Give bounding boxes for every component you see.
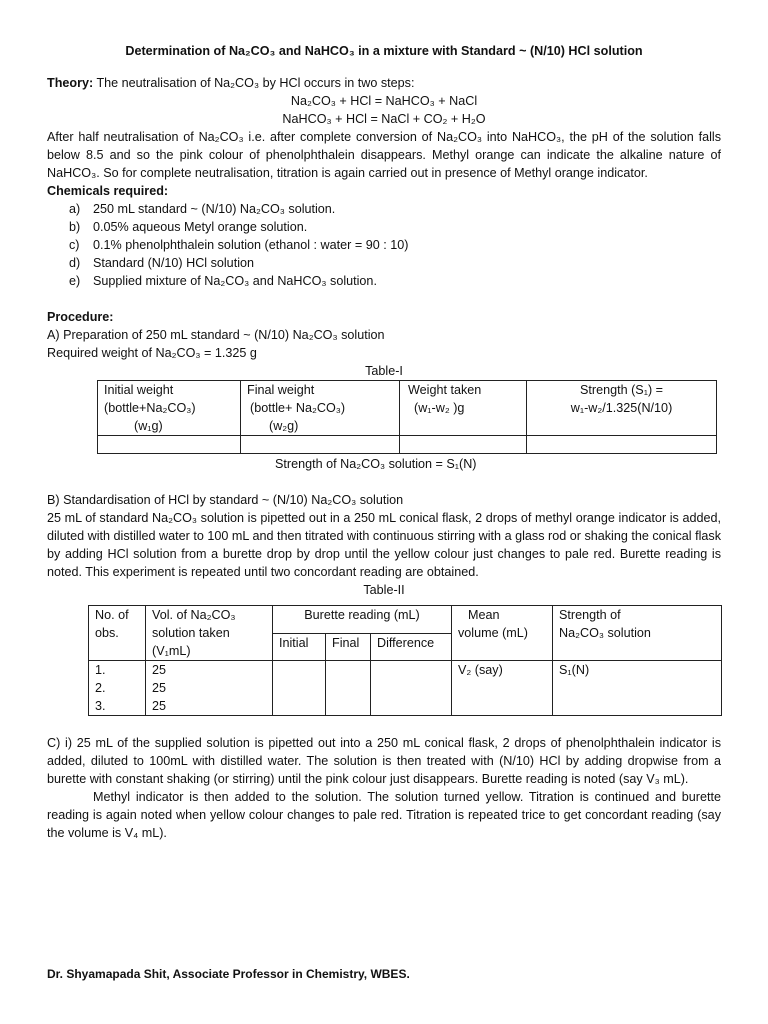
equation-1: Na₂CO₃ + HCl = NaHCO₃ + NaCl <box>290 94 478 108</box>
list-text: 250 mL standard ~ (N/10) Na₂CO₃ solution. <box>93 202 336 216</box>
list-text: Supplied mixture of Na₂CO₃ and NaHCO₃ solution. <box>93 274 377 288</box>
table-cell: Mean volume (mL) <box>452 606 553 661</box>
section-b-paragraph: 25 mL of standard Na₂CO₃ solution is pipetted out in a 250 mL conical flask, 2 drops of methyl orange indicator is added, diluted with distilled water to 100 mL and then titrated with continuous stirring with a glass rod or shaking the conical flask by adding HCl solution from a burette drop by drop until the yellow colour just changes to pale red. Burette reading is noted. This experiment is repeated until two concordant reading are obtained. <box>47 511 721 579</box>
list-marker: b) <box>69 220 81 234</box>
table-cell <box>98 436 241 454</box>
table-cell <box>371 661 452 716</box>
table-cell: 1. 2. 3. <box>89 661 146 716</box>
list-item <box>69 254 721 272</box>
table-row <box>98 381 717 436</box>
table-cell: Difference <box>371 633 452 661</box>
table-2 <box>88 605 722 716</box>
section-b-title: B) Standardisation of HCl by standard ~ (N/10) Na₂CO₃ solution <box>47 493 404 507</box>
strength-note: Strength of Na₂CO₃ solution = S₁(N) <box>275 457 477 471</box>
table-cell: Initial weight (bottle+Na₂CO₃) (w₁g) <box>98 381 241 436</box>
list-marker: d) <box>69 256 81 270</box>
list-item <box>69 200 721 218</box>
table-cell <box>527 436 717 454</box>
page-title: Determination of Na₂CO₃ and NaHCO₃ in a mixture with Standard ~ (N/10) HCl solution <box>125 44 643 58</box>
table-cell <box>273 661 326 716</box>
table-cell: Initial <box>273 633 326 661</box>
table-cell: Final <box>326 633 371 661</box>
table-cell: No. of obs. <box>89 606 146 661</box>
list-marker: e) <box>69 274 81 288</box>
table-cell <box>400 436 527 454</box>
section-a-title: A) Preparation of 250 mL standard ~ (N/10) Na₂CO₃ solution <box>47 328 385 342</box>
list-text: Standard (N/10) HCl solution <box>93 256 254 270</box>
theory-intro <box>47 74 721 92</box>
list-item <box>69 272 721 290</box>
table-cell: Strength (S₁) = w₁-w₂/1.325(N/10) <box>527 381 717 436</box>
equation-2: NaHCO₃ + HCl = NaCl + CO₂ + H₂O <box>282 112 486 126</box>
chemicals-list <box>47 200 721 290</box>
theory-intro-text: The neutralisation of Na₂CO₃ by HCl occurs in two steps: <box>93 76 415 90</box>
chemicals-heading: Chemicals required: <box>47 184 169 198</box>
table-cell: Final weight (bottle+ Na₂CO₃) (w₂g) <box>241 381 400 436</box>
section-c-paragraph: C) i) 25 mL of the supplied solution is pipetted out into a 250 mL conical flask, 2 drops of phenolphthalein indicator is added, diluted to 100mL with distilled water. The solution is then treated with (N/10) HCl by adding dropwise from a burette with constant shaking (or stirring) until the pink colour just disappears. Burette reading is noted (say V₃ mL). <box>47 736 721 786</box>
table-row <box>89 606 722 634</box>
table1-caption: Table-I <box>365 364 403 378</box>
table-cell: Burette reading (mL) <box>273 606 452 634</box>
table2-caption: Table-II <box>363 583 405 597</box>
list-text: 0.1% phenolphthalein solution (ethanol : water = 90 : 10) <box>93 238 409 252</box>
table-cell: 25 25 25 <box>146 661 273 716</box>
table-1 <box>97 380 717 454</box>
theory-label: Theory: <box>47 76 94 90</box>
list-marker: a) <box>69 202 81 216</box>
required-weight: Required weight of Na₂CO₃ = 1.325 g <box>47 346 257 360</box>
table-row <box>89 661 722 716</box>
table-cell <box>326 661 371 716</box>
list-text: 0.05% aqueous Metyl orange solution. <box>93 220 308 234</box>
list-item <box>69 236 721 254</box>
section-c-paragraph-2: Methyl indicator is then added to the solution. The solution turned yellow. Titration is continued and burette reading is again noted when yellow colour changes to pale red. Titration is repeated trice to get concordant reading (say the volume is V₄ mL). <box>47 790 721 840</box>
table-cell: Weight taken (w₁-w₂ )g <box>400 381 527 436</box>
theory-paragraph: After half neutralisation of Na₂CO₃ i.e. after complete conversion of Na₂CO₃ into NaHCO₃, the pH of the solution falls below 8.5 and so the pink colour of phenolphthalein disappears. Methyl orange can indicate the alkaline nature of NaHCO₃. So for complete neutralisation, titration is again carried out in presence of Methyl orange indicator. <box>47 130 721 180</box>
list-item <box>69 218 721 236</box>
table-cell: V₂ (say) <box>452 661 553 716</box>
procedure-heading: Procedure: <box>47 310 114 324</box>
footer-author: Dr. Shyamapada Shit, Associate Professor in Chemistry, WBES. <box>47 967 410 981</box>
table-row <box>98 436 717 454</box>
list-marker: c) <box>69 238 80 252</box>
table-cell <box>241 436 400 454</box>
table-cell: Vol. of Na₂CO₃ solution taken (V₁mL) <box>146 606 273 661</box>
document-page <box>47 42 721 842</box>
table-cell: S₁(N) <box>553 661 722 716</box>
table-cell: Strength of Na₂CO₃ solution <box>553 606 722 661</box>
